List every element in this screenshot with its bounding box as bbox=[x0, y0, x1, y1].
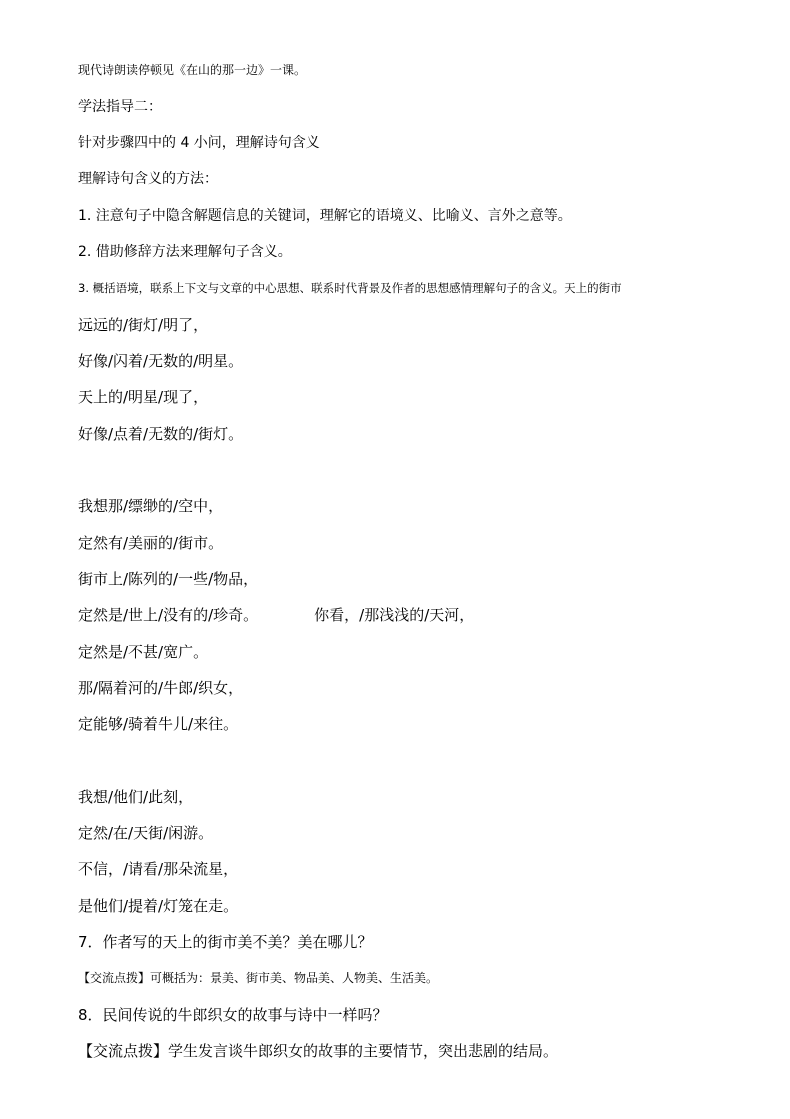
answer-note: 【交流点拨】可概括为：景美、街市美、物品美、人物美、生活美。 bbox=[78, 971, 439, 985]
poem-line: 我想/他们/此刻， bbox=[78, 788, 194, 806]
poem-line: 我想那/缥缈的/空中， bbox=[78, 497, 224, 515]
poem-line: 那/隔着河的/牛郎/织女， bbox=[78, 679, 244, 697]
question: 8．民间传说的牛郎织女的故事与诗中一样吗？ bbox=[78, 1006, 388, 1024]
poem-line: 街市上/陈列的/一些/物品， bbox=[78, 570, 259, 588]
poem-line-right: 你看，/那浅浅的/天河， bbox=[314, 606, 475, 624]
text-line: 理解诗句含义的方法： bbox=[78, 171, 218, 187]
list-item: 2. 借助修辞方法来理解句子含义。 bbox=[78, 244, 292, 260]
question: 7．作者写的天上的街市美不美？美在哪儿？ bbox=[78, 933, 373, 951]
poem-line: 定然有/美丽的/街市。 bbox=[78, 534, 224, 552]
poem-line: 不信，/请看/那朵流星， bbox=[78, 860, 239, 878]
text-line: 针对步骤四中的 4 小问，理解诗句含义 bbox=[78, 135, 320, 151]
poem-line-left: 定然是/世上/没有的/珍奇。 bbox=[78, 606, 259, 624]
poem-line: 定能够/骑着牛儿/来往。 bbox=[78, 715, 239, 733]
list-item: 1. 注意句子中隐含解题信息的关键词，理解它的语境义、比喻义、言外之意等。 bbox=[78, 208, 572, 224]
poem-line: 定然是/不甚/宽广。 bbox=[78, 643, 209, 661]
poem-line: 好像/闪着/无数的/明星。 bbox=[78, 352, 244, 370]
poem-line: 定然/在/天街/闲游。 bbox=[78, 824, 214, 842]
poem-line: 天上的/明星/现了， bbox=[78, 388, 209, 406]
text-line: 现代诗朗读停顿见《在山的那一边》一课。 bbox=[78, 63, 307, 77]
poem-line: 是他们/提着/灯笼在走。 bbox=[78, 897, 239, 915]
poem-line: 远远的/街灯/明了， bbox=[78, 316, 209, 334]
poem-line bbox=[78, 608, 474, 623]
list-item: 3. 概括语境，联系上下文与文章的中心思想、联系时代背景及作者的思想感情理解句子的含义。天上的街市 bbox=[78, 281, 622, 295]
poem-line: 好像/点着/无数的/街灯。 bbox=[78, 425, 244, 443]
answer-note: 【交流点拨】学生发言谈牛郎织女的故事的主要情节，突出悲剧的结局。 bbox=[78, 1042, 559, 1060]
section-heading: 学法指导二： bbox=[78, 99, 162, 115]
